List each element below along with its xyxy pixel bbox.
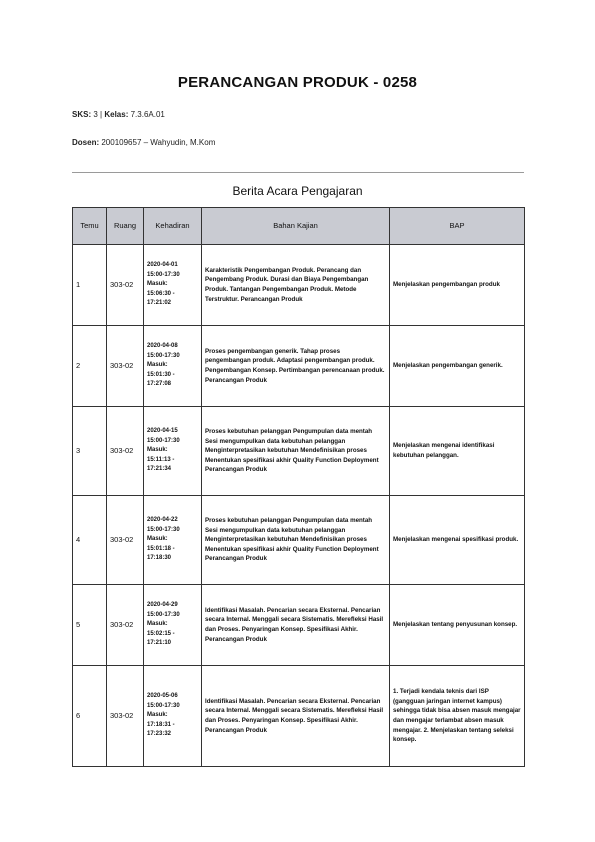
cell-bahan-kajian: Karakteristik Pengembangan Produk. Perancang dan Pengembang Produk. Durasi dan Biaya Pengembangan Produk. Tantangan Pengembangan Produk. Metode Terstruktur. Perancangan Produk [202, 245, 390, 326]
header-kehadiran: Kehadiran [144, 208, 202, 245]
cell-kehadiran [144, 407, 202, 496]
attendance-masuk: 15:01:30 - 17:27:08 [147, 371, 175, 388]
cell-bap: 1. Terjadi kendala teknis dari ISP (gangguan jaringan internet kampus) sehingga tidak bisa absen masuk mengajar dan mengajar terlambat absen masuk mengajar. 2. Menjelaskan tentang seleksi konsep. [390, 666, 525, 767]
table-row [73, 585, 525, 666]
attendance-masuk-label: Masuk: [147, 447, 168, 454]
attendance-date: 2020-04-15 [147, 428, 178, 435]
attendance-masuk-label: Masuk: [147, 536, 168, 543]
separator: | [100, 110, 103, 119]
header-temu: Temu [73, 208, 107, 245]
cell-temu: 1 [73, 245, 107, 326]
cell-ruang: 303-02 [107, 245, 144, 326]
attendance-masuk: 17:18:31 - 17:23:32 [147, 721, 175, 738]
cell-bahan-kajian: Proses kebutuhan pelanggan Pengumpulan data mentah Sesi mengumpulkan data kebutuhan pelanggan Menginterpretasikan kebutuhan Mendefinisikan proses Menentukan spesifikasi akhir Quality Function Deployment Perancangan Produk [202, 496, 390, 585]
cell-bap: Menjelaskan mengenai spesifikasi produk. [390, 496, 525, 585]
table-row [73, 496, 525, 585]
cell-bahan-kajian: Identifikasi Masalah. Pencarian secara Eksternal. Pencarian secara Internal. Menggali secara Sistematis. Merefleksi Hasil dan Proses. Penyaringan Konsep. Spesifikasi Akhir. Perancangan Produk [202, 666, 390, 767]
attendance-date: 2020-04-08 [147, 343, 178, 350]
attendance-masuk: 15:06:30 - 17:21:02 [147, 290, 175, 307]
attendance-time: 15:00-17:30 [147, 526, 180, 533]
cell-temu: 6 [73, 666, 107, 767]
table-row [73, 666, 525, 767]
attendance-time: 15:00-17:30 [147, 611, 180, 618]
cell-ruang: 303-02 [107, 496, 144, 585]
cell-kehadiran [144, 585, 202, 666]
cell-temu: 2 [73, 326, 107, 407]
bap-table [72, 207, 525, 767]
cell-ruang: 303-02 [107, 585, 144, 666]
cell-temu: 5 [73, 585, 107, 666]
attendance-date: 2020-05-06 [147, 693, 178, 700]
cell-ruang: 303-02 [107, 666, 144, 767]
attendance-time: 15:00-17:30 [147, 352, 180, 359]
attendance-masuk-label: Masuk: [147, 621, 168, 628]
lecturer-info [72, 138, 215, 147]
attendance-masuk: 15:01:18 - 17:18:30 [147, 545, 175, 562]
sks-label: SKS: [72, 110, 92, 119]
cell-bap: Menjelaskan mengenai identifikasi kebutuhan pelanggan. [390, 407, 525, 496]
header-ruang: Ruang [107, 208, 144, 245]
header-bap: BAP [390, 208, 525, 245]
cell-ruang: 303-02 [107, 407, 144, 496]
table-row [73, 245, 525, 326]
attendance-date: 2020-04-22 [147, 517, 178, 524]
attendance-date: 2020-04-01 [147, 262, 178, 269]
divider [72, 172, 524, 173]
dosen-label: Dosen: [72, 138, 100, 147]
cell-temu: 4 [73, 496, 107, 585]
section-title: Berita Acara Pengajaran [232, 184, 363, 198]
attendance-time: 15:00-17:30 [147, 702, 180, 709]
attendance-masuk-label: Masuk: [147, 362, 168, 369]
attendance-time: 15:00-17:30 [147, 437, 180, 444]
cell-kehadiran [144, 666, 202, 767]
cell-kehadiran [144, 496, 202, 585]
cell-bap: Menjelaskan pengembangan generik. [390, 326, 525, 407]
attendance-masuk-label: Masuk: [147, 712, 168, 719]
cell-bahan-kajian: Proses kebutuhan pelanggan Pengumpulan data mentah Sesi mengumpulkan data kebutuhan pelanggan Menginterpretasikan kebutuhan Mendefinisikan proses Menentukan spesifikasi akhir Quality Function Deployment Perancangan Produk [202, 407, 390, 496]
table-header-row [73, 208, 525, 245]
course-info [72, 110, 165, 119]
dosen-value: 200109657 – Wahyudin, M.Kom [101, 138, 216, 147]
cell-bahan-kajian: Proses pengembangan generik. Tahap proses pengembangan produk. Adaptasi pengembangan produk. Pengembangan Konsep. Pertimbangan perencanaan produk. Perancangan Produk [202, 326, 390, 407]
cell-kehadiran [144, 245, 202, 326]
attendance-masuk: 15:02:15 - 17:21:10 [147, 630, 175, 647]
sks-value: 3 [93, 110, 98, 119]
cell-ruang: 303-02 [107, 326, 144, 407]
header-bahan-kajian: Bahan Kajian [202, 208, 390, 245]
table-row [73, 407, 525, 496]
cell-temu: 3 [73, 407, 107, 496]
document-title: PERANCANGAN PRODUK - 0258 [177, 74, 418, 91]
cell-bap: Menjelaskan tentang penyusunan konsep. [390, 585, 525, 666]
kelas-value: 7.3.6A.01 [130, 110, 165, 119]
attendance-masuk-label: Masuk: [147, 281, 168, 288]
attendance-masuk: 15:11:13 - 17:21:34 [147, 456, 175, 473]
cell-bap: Menjelaskan pengembangan produk [390, 245, 525, 326]
attendance-date: 2020-04-29 [147, 602, 178, 609]
cell-bahan-kajian: Identifikasi Masalah. Pencarian secara Eksternal. Pencarian secara Internal. Menggali secara Sistematis. Merefleksi Hasil dan Proses. Penyaringan Konsep. Spesifikasi Akhir. Perancangan Produk [202, 585, 390, 666]
table-row [73, 326, 525, 407]
attendance-time: 15:00-17:30 [147, 271, 180, 278]
cell-kehadiran [144, 326, 202, 407]
kelas-label: Kelas: [104, 110, 129, 119]
